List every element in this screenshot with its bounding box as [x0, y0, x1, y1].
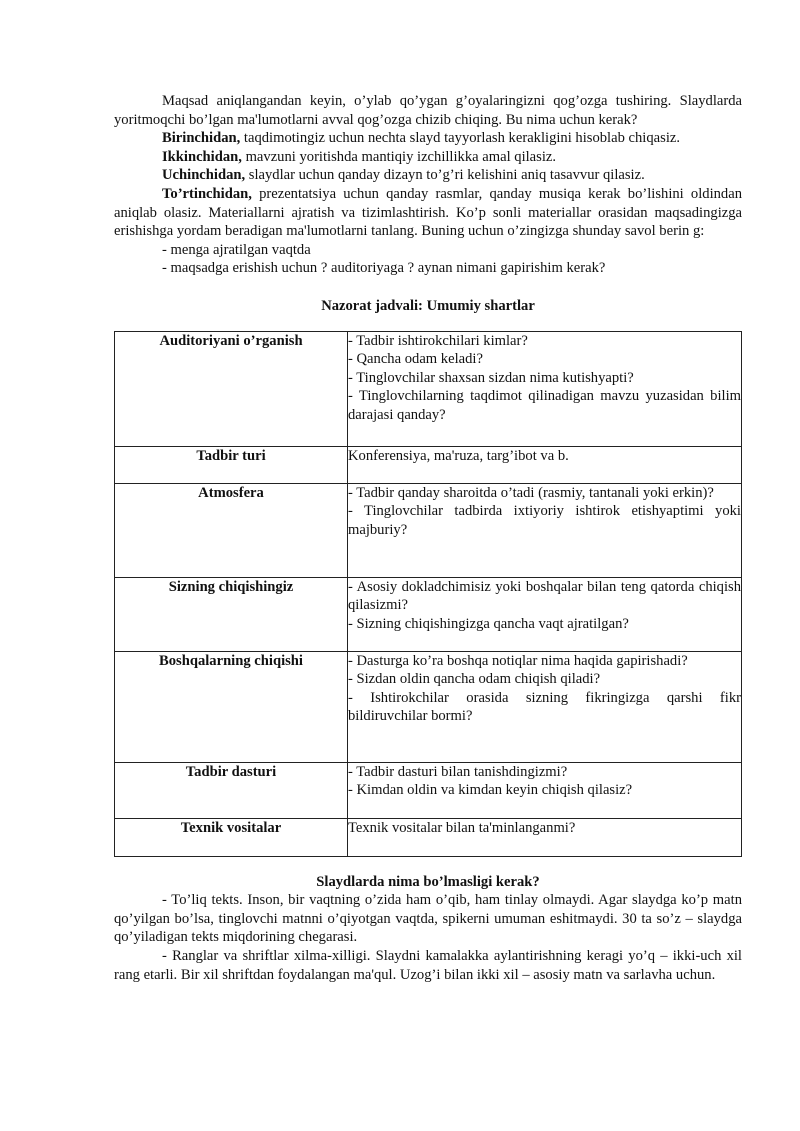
point-second-label: Ikkinchidan,	[162, 148, 242, 165]
control-table	[114, 331, 742, 857]
row-label: Tadbir dasturi	[115, 762, 348, 818]
row-label: Boshqalarning chiqishi	[115, 651, 348, 762]
row-line: - Ishtirokchilar orasida sizning fikringizga qarshi fikr bildiruvchilar bormi?	[348, 689, 741, 725]
row-value	[348, 331, 742, 446]
bullet-2: - maqsadga erishish uchun ? auditoriyaga ? aynan nimani gapirishim kerak?	[162, 260, 606, 277]
row-label: Texnik vositalar	[115, 818, 348, 856]
row-label: Sizning chiqishingiz	[115, 577, 348, 651]
point-third-label: Uchinchidan,	[162, 167, 246, 184]
row-value	[348, 446, 742, 483]
point-third-text: slaydlar uchun qanday dizayn to’g’ri kelishini aniq tasavvur qilasiz.	[245, 167, 645, 184]
row-line: - Tinglovchilarning taqdimot qilinadigan mavzu yuzasidan bilim darajasi qanday?	[348, 388, 741, 423]
table-row	[115, 762, 742, 818]
row-label: Auditoriyani o’rganish	[115, 331, 348, 446]
section-title: Slaydlarda nima bo’lmasligi kerak?	[316, 873, 540, 890]
row-line: - Dasturga ko’ra boshqa notiqlar nima haqida gapirishadi?	[348, 652, 688, 669]
row-line: - Tadbir ishtirokchilari kimlar?	[348, 332, 528, 349]
row-value	[348, 762, 742, 818]
point-fourth	[114, 185, 742, 241]
row-line: - Tinglovchilar tadbirda ixtiyoriy ishtirok etishyaptimi yoki majburiy?	[348, 503, 741, 538]
point-second-text: mavzuni yoritishda mantiqiy izchillikka amal qilasiz.	[241, 148, 557, 165]
point-first-text: taqdimotingiz uchun nechta slayd tayyorlash kerakligini hisoblab chiqasiz.	[240, 130, 680, 147]
bullet-1: - menga ajratilgan vaqtda	[162, 241, 311, 258]
point-first-label: Birinchidan,	[162, 130, 241, 147]
point-second	[114, 148, 742, 167]
row-line: Konferensiya, ma'ruza, targ’ibot va b.	[348, 447, 569, 464]
row-line: - Tinglovchilar shaxsan sizdan nima kutishyapti?	[348, 369, 634, 386]
table-row	[115, 818, 742, 856]
row-line: - Sizning chiqishingizga qancha vaqt ajratilgan?	[348, 615, 629, 632]
intro-paragraph: Maqsad aniqlangandan keyin, o’ylab qo’ygan g’oyalaringizni qog’ozga tushiring. Slaydlarda yoritmoqchi bo’lgan ma'lumotlarni avval qog’ozga chizib chiqing. Bu nima uchun kerak?	[114, 93, 742, 128]
row-value	[348, 483, 742, 577]
section-paragraph-2: - Ranglar va shriftlar xilma-xilligi. Slaydni kamalakka aylantirishning keragi yo’q – ikki-uch xil rang etarli. Bir xil shriftdan foydalangan ma'qul. Uzog’i bilan ikki xil – asosiy matn va sarlavha uchun.	[114, 947, 742, 983]
row-label: Atmosfera	[115, 483, 348, 577]
row-line: - Tadbir dasturi bilan tanishdingizmi?	[348, 763, 568, 780]
point-third	[114, 166, 742, 185]
row-label: Tadbir turi	[115, 446, 348, 483]
row-line: - Sizdan oldin qancha odam chiqish qiladi?	[348, 671, 601, 688]
table-row	[115, 331, 742, 446]
row-line: - Kimdan oldin va kimdan keyin chiqish qilasiz?	[348, 782, 633, 799]
point-first	[114, 129, 742, 148]
document-page	[114, 92, 742, 984]
point-fourth-label: To’rtinchidan,	[162, 185, 252, 202]
row-line: - Tadbir qanday sharoitda o’tadi (rasmiy, tantanali yoki erkin)?	[348, 484, 714, 501]
row-value	[348, 818, 742, 856]
row-line: Texnik vositalar bilan ta'minlanganmi?	[348, 819, 576, 836]
table-row	[115, 577, 742, 651]
row-line: - Qancha odam keladi?	[348, 351, 483, 368]
row-value	[348, 577, 742, 651]
table-title: Nazorat jadvali: Umumiy shartlar	[321, 297, 535, 314]
point-fourth-text: prezentatsiya uchun qanday rasmlar, qanday musiqa kerak bo’lishini oldindan aniqlab olasiz. Materiallarni ajratish va tizimlashtirish. Ko’p sonli materiallar orasidan maqsadingizga erishishga yordam beradigan ma'lumotlarni tanlang. Buning uchun o’zingizga shunday savol berin g:	[114, 185, 742, 240]
table-row	[115, 483, 742, 577]
table-row	[115, 446, 742, 483]
table-row	[115, 651, 742, 762]
row-value	[348, 651, 742, 762]
row-line: - Asosiy dokladchimisiz yoki boshqalar bilan teng qatorda chiqish qilasizmi?	[348, 578, 741, 614]
section-paragraph-1: - To’liq tekts. Inson, bir vaqtning o’zida ham o’qib, ham tinlay olmaydi. Agar slaydga ko’p matn qo’yilgan bo’lsa, tinglovchi matnni o’qiyotgan vaqtda, spikerni umuman eshitmaydi. 30 ta so’z – slaydga qo’yiladigan tekts miqdorining chegarasi.	[114, 892, 742, 946]
